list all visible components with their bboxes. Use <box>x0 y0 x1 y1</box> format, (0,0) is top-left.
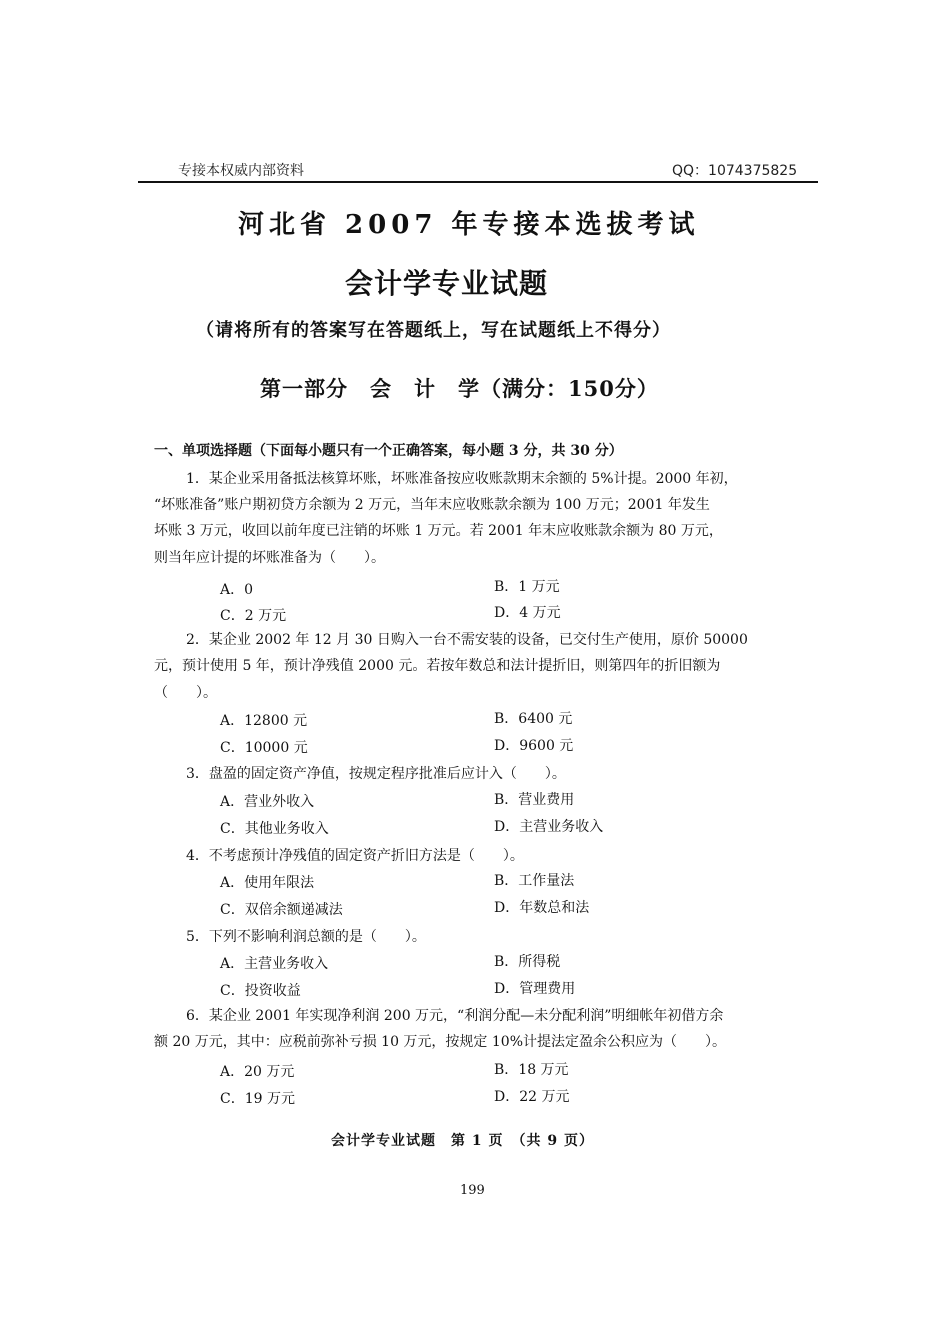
header-qq-text: QQ：1074375825 <box>672 163 798 179</box>
question-4-line-1: 4．不考虑预计净残值的固定资产折旧方法是（ ）。 <box>186 848 524 864</box>
question-6-line-1: 6．某企业 2001 年实现净利润 200 万元，“利润分配—未分配利润”明细帐年初借方余 <box>186 1008 724 1024</box>
question-5-option-d: D．管理费用 <box>494 981 576 997</box>
question-2-option-a: A．12800 元 <box>220 713 308 729</box>
question-3-option-c: C．其他业务收入 <box>220 821 329 837</box>
question-6-option-a: A．20 万元 <box>220 1064 295 1080</box>
answer-instruction: （请将所有的答案写在答题纸上，写在试题纸上不得分） <box>196 320 671 341</box>
header-rule <box>138 181 818 183</box>
question-6-option-c: C．19 万元 <box>220 1091 295 1107</box>
question-6-line-2: 额 20 万元，其中：应税前弥补亏损 10 万元，按规定 10%计提法定盈余公积应为（ ）。 <box>154 1034 726 1050</box>
question-4-option-a: A．使用年限法 <box>220 875 315 891</box>
section-heading: 一、单项选择题（下面每小题只有一个正确答案，每小题 3 分，共 30 分） <box>154 443 623 459</box>
question-3-option-a: A．营业外收入 <box>220 794 315 810</box>
question-2-option-d: D．9600 元 <box>494 738 574 754</box>
question-5-option-a: A．主营业务收入 <box>220 956 329 972</box>
question-1-option-d: D．4 万元 <box>494 605 561 621</box>
question-2-option-c: C．10000 元 <box>220 740 308 756</box>
question-6-option-b: B．18 万元 <box>494 1062 569 1078</box>
question-2-option-b: B．6400 元 <box>494 711 573 727</box>
exam-title: 河北省 2007 年专接本选拔考试 <box>238 210 700 240</box>
question-2-line-1: 2．某企业 2002 年 12 月 30 日购入一台不需安装的设备，已交付生产使用，原价 50000 <box>186 632 748 648</box>
part-heading: 第一部分 会 计 学（满分：150分） <box>260 376 659 401</box>
question-1-line-3: 坏账 3 万元，收回以前年度已注销的坏账 1 万元。若 2001 年末应收账款余额为 80 万元， <box>154 523 723 539</box>
question-4-option-d: D．年数总和法 <box>494 900 590 916</box>
question-1-option-c: C．2 万元 <box>220 608 287 624</box>
question-6-option-d: D．22 万元 <box>494 1089 570 1105</box>
question-2-line-3: （ ）。 <box>154 685 217 701</box>
question-5-line-1: 5．下列不影响利润总额的是（ ）。 <box>186 929 426 945</box>
question-4-option-b: B．工作量法 <box>494 873 575 889</box>
question-1-line-2: “坏账准备”账户期初贷方余额为 2 万元，当年末应收账款余额为 100 万元；2001 年发生 <box>154 497 710 513</box>
question-1-option-b: B．1 万元 <box>494 579 560 595</box>
exam-subtitle: 会计学专业试题 <box>345 267 549 300</box>
question-2-line-2: 元，预计使用 5 年，预计净残值 2000 元。若按年数总和法计提折旧，则第四年的折旧额为 <box>154 658 721 674</box>
question-3-option-d: D．主营业务收入 <box>494 819 604 835</box>
page-footer: 会计学专业试题 第 1 页 （共 9 页） <box>331 1133 594 1149</box>
question-5-option-b: B．所得税 <box>494 954 561 970</box>
question-1-option-a: A．0 <box>220 582 254 598</box>
header-left-text: 专接本权威内部资料 <box>178 163 304 179</box>
question-4-option-c: C．双倍余额递减法 <box>220 902 343 918</box>
question-1-line-1: 1．某企业采用备抵法核算坏账，坏账准备按应收账款期末余额的 5%计提。2000 年初， <box>186 471 738 487</box>
question-3-line-1: 3．盘盈的固定资产净值，按规定程序批准后应计入（ ）。 <box>186 766 566 782</box>
page-number: 199 <box>460 1183 485 1198</box>
question-3-option-b: B．营业费用 <box>494 792 575 808</box>
question-5-option-c: C．投资收益 <box>220 983 301 999</box>
question-1-line-4: 则当年应计提的坏账准备为（ ）。 <box>154 550 385 566</box>
